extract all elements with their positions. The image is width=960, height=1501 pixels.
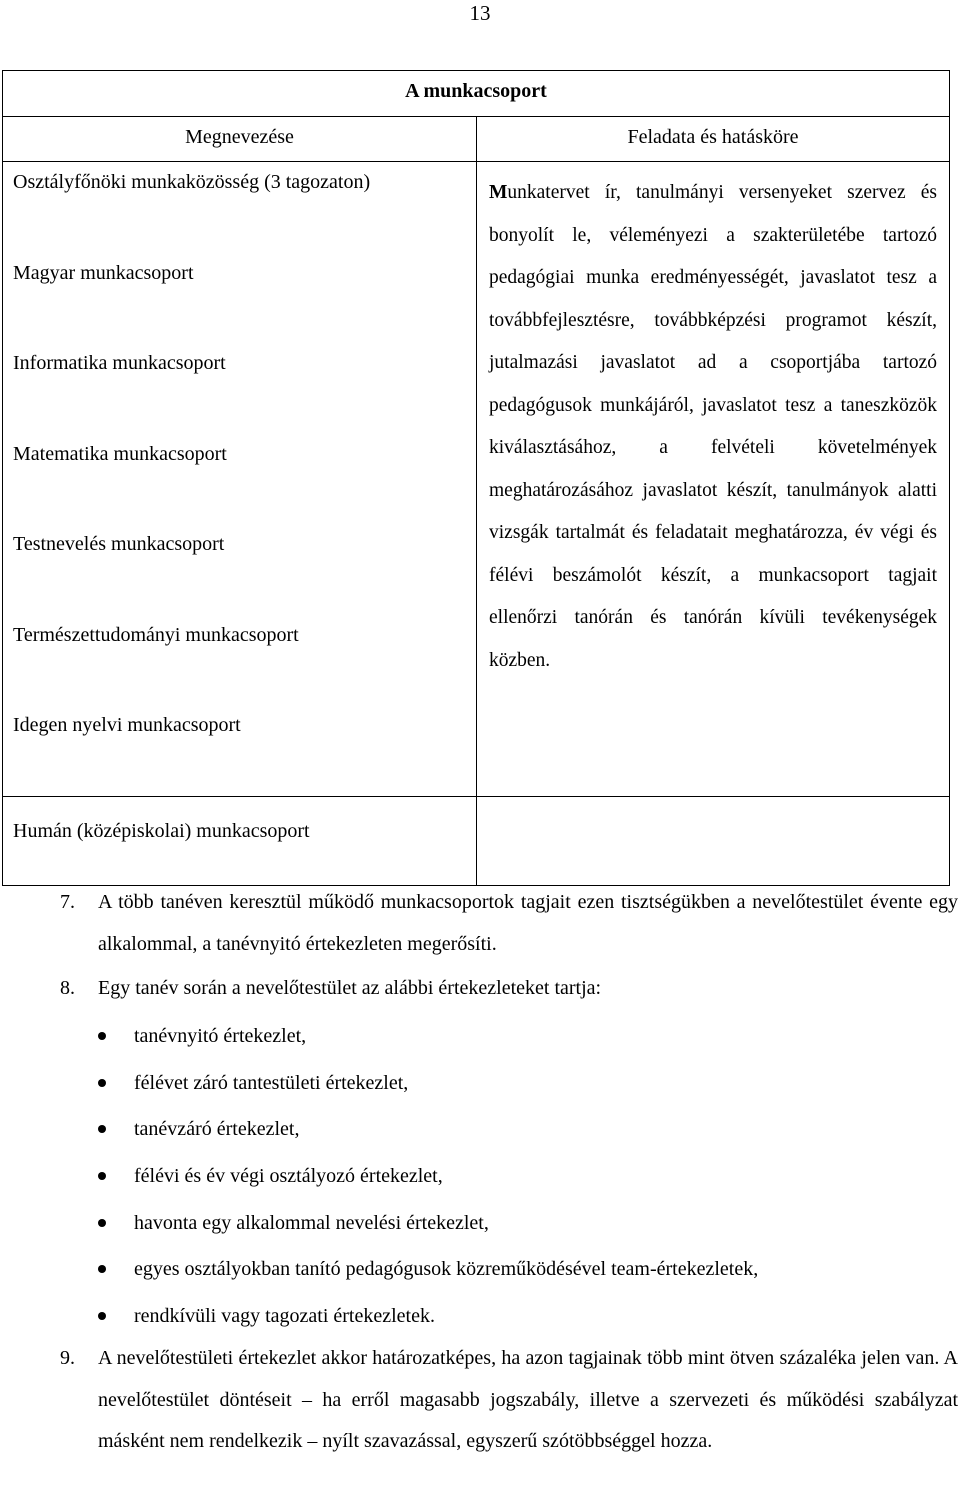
list-item xyxy=(90,1015,950,1062)
item-number: 9. xyxy=(60,1347,75,1369)
bullet-icon xyxy=(98,1172,106,1180)
item-number: 8. xyxy=(60,977,75,999)
bullet-icon xyxy=(98,1312,106,1320)
column-header-duty: Feladata és hatásköre xyxy=(477,117,950,162)
item-text: A több tanéven keresztül működő munkacsoportok tagjait ezen tisztségükben a nevelőtestület évente egy alkalommal, a tanévnyitó értekezleten megerősíti. xyxy=(98,891,958,955)
list-item xyxy=(90,1295,950,1342)
empty-duty-cell xyxy=(477,796,950,885)
work-groups-table xyxy=(2,70,950,886)
group-name: Testnevelés munkacsoport xyxy=(13,533,225,555)
group-name: Magyar munkacsoport xyxy=(13,261,194,284)
item-number: 7. xyxy=(60,891,75,913)
list-item xyxy=(90,1248,950,1295)
meeting-list xyxy=(90,1015,950,1342)
list-item-text: tanévzáró értekezlet, xyxy=(134,1118,300,1141)
duty-description-cell xyxy=(477,162,950,797)
duty-text: unkatervet ír, tanulmányi versenyeket szervez és bonyolít le, véleményezi a szakterületébe tartozó pedagógiai munka eredményességét, javaslatot tesz a továbbfejlesztésre, továbbképzési programot készít, jutalmazási javaslatot ad a csoportjába tartozó pedagógusok munkájáról, javaslatot tesz a taneszközök kiválasztásához, a felvételi követelmények meghatározásához javaslatot készít, tanulmányok alatti vizsgák tartalmát és feladatait meghatározza, év végi és félévi beszámolót készít, a munkacsoport tagjait ellenőrzi tanórán és tanórán kívüli tevékenységek közben. xyxy=(489,182,938,671)
list-item-text: egyes osztályokban tanító pedagógusok közreműködésével team-értekezletek, xyxy=(134,1258,759,1281)
group-name: Idegen nyelvi munkacsoport xyxy=(13,714,241,736)
item-text: A nevelőtestületi értekezlet akkor határozatképes, ha azon tagjainak több mint ötven százaléka jelen van. A nevelőtestület döntéseit – ha erről magasabb jogszabály, illetve a szervezeti és működési szabályzat másként nem rendelkezik – nyílt szavazással, egyszerű szótöbbséggel hozza. xyxy=(98,1347,958,1452)
bullet-icon xyxy=(98,1265,106,1273)
group-name: Informatika munkacsoport xyxy=(13,352,226,374)
list-item xyxy=(90,1202,950,1249)
list-item xyxy=(90,1155,950,1202)
duty-description xyxy=(489,172,937,682)
group-names-cell xyxy=(3,162,477,797)
bullet-icon xyxy=(98,1032,106,1040)
column-header-name: Megnevezése xyxy=(3,117,477,162)
bullet-icon xyxy=(98,1219,106,1227)
numbered-item-7 xyxy=(60,882,958,965)
group-name: Természettudományi munkacsoport xyxy=(13,623,299,646)
group-name: Matematika munkacsoport xyxy=(13,442,227,465)
numbered-item-8 xyxy=(60,968,958,1010)
page-number: 13 xyxy=(469,1,491,25)
list-item-text: félévet záró tantestületi értekezlet, xyxy=(134,1071,409,1094)
list-item-text: rendkívüli vagy tagozati értekezletek. xyxy=(134,1305,435,1328)
list-item-text: tanévnyitó értekezlet, xyxy=(134,1025,307,1047)
table-title: A munkacsoport xyxy=(3,71,950,117)
list-item-text: félévi és év végi osztályozó értekezlet, xyxy=(134,1165,443,1188)
bullet-icon xyxy=(98,1079,106,1087)
duty-initial: M xyxy=(489,182,508,203)
group-name-humanities: Humán (középiskolai) munkacsoport xyxy=(3,796,477,885)
numbered-item-9 xyxy=(60,1338,958,1463)
group-name: Osztályfőnöki munkaközösség (3 tagozaton) xyxy=(13,171,371,193)
list-item xyxy=(90,1108,950,1155)
list-item xyxy=(90,1062,950,1109)
bullet-icon xyxy=(98,1125,106,1133)
item-text: Egy tanév során a nevelőtestület az alábbi értekezleteket tartja: xyxy=(98,977,602,999)
list-item-text: havonta egy alkalommal nevelési értekezlet, xyxy=(134,1211,489,1234)
